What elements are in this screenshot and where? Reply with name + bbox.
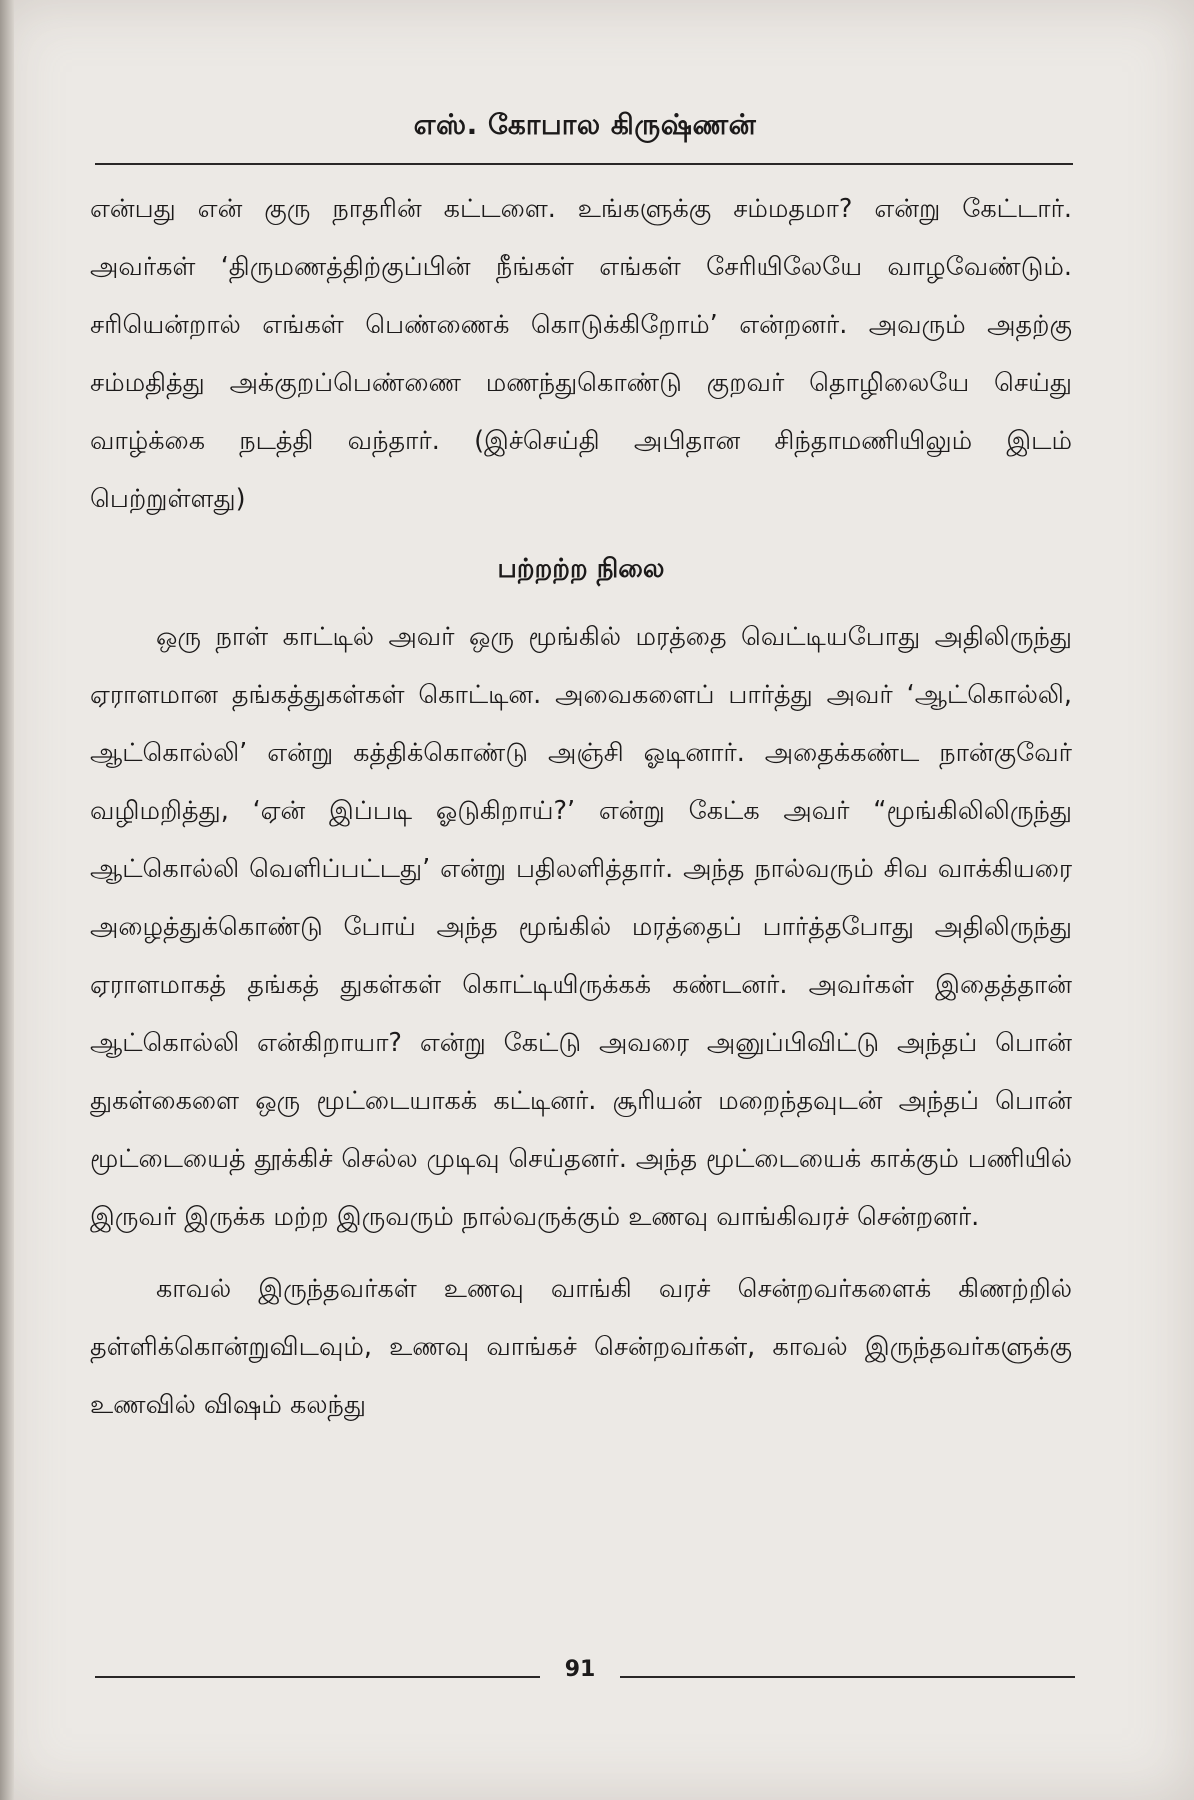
- section-heading: பற்றற்ற நிலை: [497, 554, 665, 584]
- header-rule: [95, 163, 1073, 165]
- paragraph-gap: [90, 1246, 1072, 1260]
- body-text: [90, 180, 1072, 1434]
- footer-rule-left: [95, 1676, 540, 1678]
- running-head: எஸ். கோபால கிருஷ்ணன்: [413, 108, 757, 141]
- page-number: 91: [564, 1657, 596, 1682]
- page-footer: [95, 1655, 1075, 1695]
- paragraph: காவல் இருந்தவர்கள் உணவு வாங்கி வரச் சென்றவர்களைக் கிணற்றில் தள்ளிக்கொன்றுவிடவும், உணவு வாங்கச் சென்றவர்கள், காவல் இருந்தவர்களுக்கு உணவில் விஷம் கலந்து: [90, 1274, 1072, 1420]
- paragraph-continued: என்பது என் குரு நாதரின் கட்டளை. உங்களுக்கு சம்மதமா? என்று கேட்டார். அவர்கள் ‘திருமணத்திற்குப்பின் நீங்கள் எங்கள் சேரியிலேயே வாழவேண்டும். சரியென்றால் எங்கள் பெண்ணைக் கொடுக்கிறோம்’ என்றனர். அவரும் அதற்கு சம்மதித்து அக்குறப்பெண்ணை மணந்துகொண்டு குறவர் தொழிலையே செய்து வாழ்க்கை நடத்தி வந்தார். (இச்செய்தி அபிதான சிந்தாமணியிலும் இடம் பெற்றுள்ளது): [90, 194, 1072, 514]
- page-spine-shadow: [0, 0, 14, 1800]
- paragraph: ஒரு நாள் காட்டில் அவர் ஒரு மூங்கில் மரத்தை வெட்டியபோது அதிலிருந்து ஏராளமான தங்கத்துகள்கள் கொட்டின. அவைகளைப் பார்த்து அவர் ‘ஆட்கொல்லி, ஆட்கொல்லி’ என்று கத்திக்கொண்டு அஞ்சி ஓடினார். அதைக்கண்ட நான்குவேர் வழிமறித்து, ‘ஏன் இப்படி ஓடுகிறாய்?’ என்று கேட்க அவர் “மூங்கிலிலிருந்து ஆட்கொல்லி வெளிப்பட்டது’ என்று பதிலளித்தார். அந்த நால்வரும் சிவ வாக்கியரை அழைத்துக்கொண்டு போய் அந்த மூங்கில் மரத்தைப் பார்த்தபோது அதிலிருந்து ஏராளமாகத் தங்கத் துகள்கள் கொட்டியிருக்கக் கண்டனர். அவர்கள் இதைத்தான் ஆட்கொல்லி என்கிறாயா? என்று கேட்டு அவரை அனுப்பிவிட்டு அந்தப் பொன் துகள்கைளை ஒரு மூட்டையாகக் கட்டினர். சூரியன் மறைந்தவுடன் அந்தப் பொன் மூட்டையைத் தூக்கிச் செல்ல முடிவு செய்தனர். அந்த மூட்டையைக் காக்கும் பணியில் இருவர் இருக்க மற்ற இருவரும் நால்வருக்கும் உணவு வாங்கிவரச் சென்றனர்.: [90, 622, 1072, 1232]
- footer-rule-right: [620, 1676, 1075, 1678]
